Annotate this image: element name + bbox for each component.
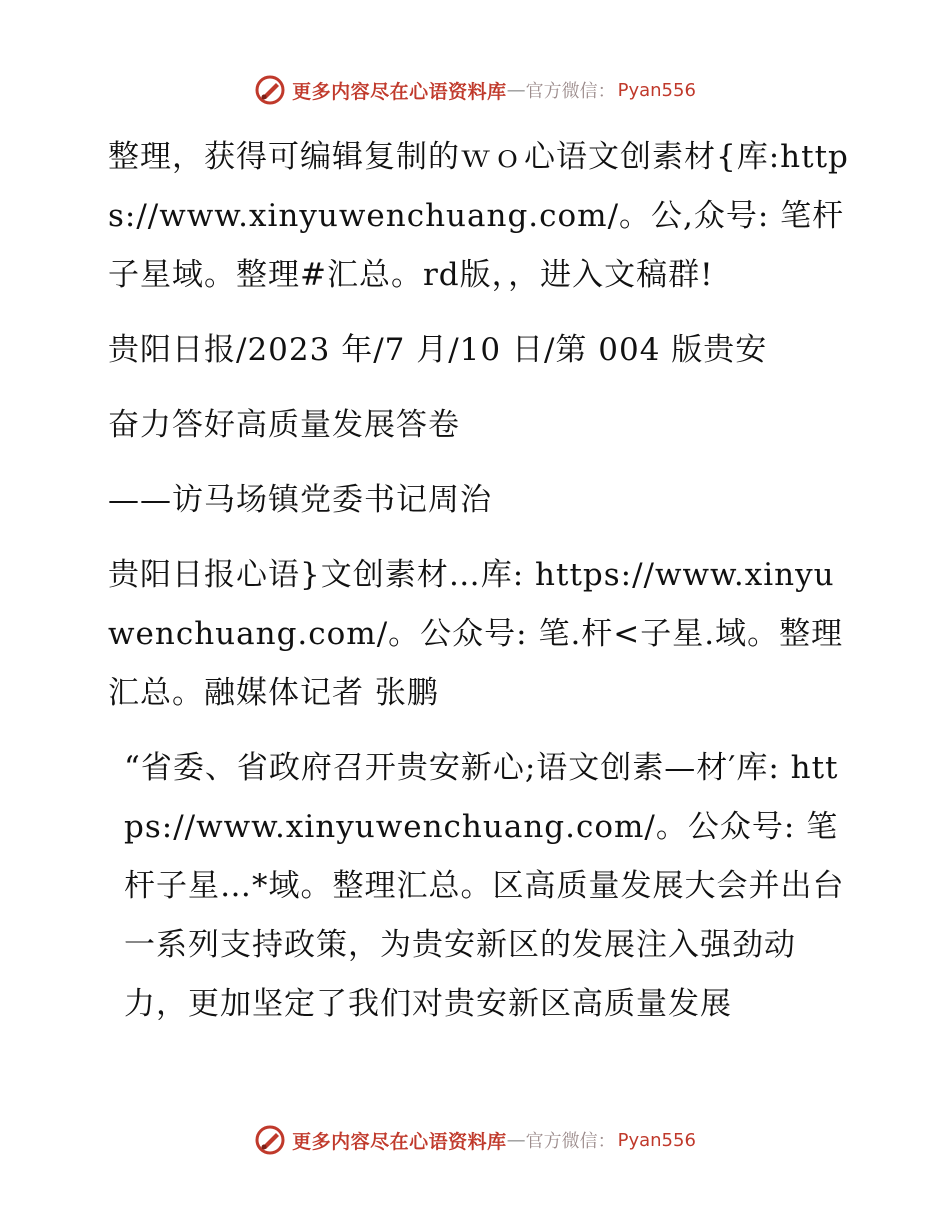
article-title: 奋力答好高质量发展答卷 (108, 407, 460, 443)
banner-dash: — (506, 79, 526, 101)
paragraph-byline: 贵阳日报心语}文创素材…库: https://www.xinyuwenchuang.com/。公众号: 笔.杆<子星.域。整理汇总。融媒体记者 张鹏 (108, 557, 844, 711)
paragraph-source: 贵阳日报/2023 年/7 月/10 日/第 004 版贵安 (108, 332, 768, 368)
brush-seal-icon (254, 74, 286, 106)
document-body (96, 128, 856, 1050)
banner-main-text: 更多内容尽在心语资料库 (292, 80, 507, 103)
paragraph-body: “省委、省政府召开贵安新心;语文创素—材′库: https://www.xinyuwenchuang.com/。公众号: 笔杆子星…*域。整理汇总。区高质量发展大会并出台一系列支持政策，为贵安新区的发展注入强劲动力，更加坚定了我们对贵安新区高质量发展 (124, 750, 845, 1022)
footer-banner (0, 1120, 950, 1160)
banner-dash: — (506, 1129, 526, 1151)
banner-wechat-id: Pyan556 (617, 1129, 696, 1151)
banner-sub-text: 官方微信： (525, 1131, 616, 1152)
banner-sub-text: 官方微信： (525, 81, 616, 102)
banner-wechat-id: Pyan556 (617, 79, 696, 101)
paragraph-intro: 整理，获得可编辑复制的ｗｏ心语文创素材{库:https://www.xinyuwenchuang.com/。公,众号: 笔杆子星域。整理#汇总。rd版，，进入文稿群! (108, 139, 849, 293)
header-banner (0, 70, 950, 110)
article-subtitle: ——访马场镇党委书记周治 (108, 482, 492, 518)
brush-seal-icon (254, 1124, 286, 1156)
banner-main-text: 更多内容尽在心语资料库 (292, 1130, 507, 1153)
